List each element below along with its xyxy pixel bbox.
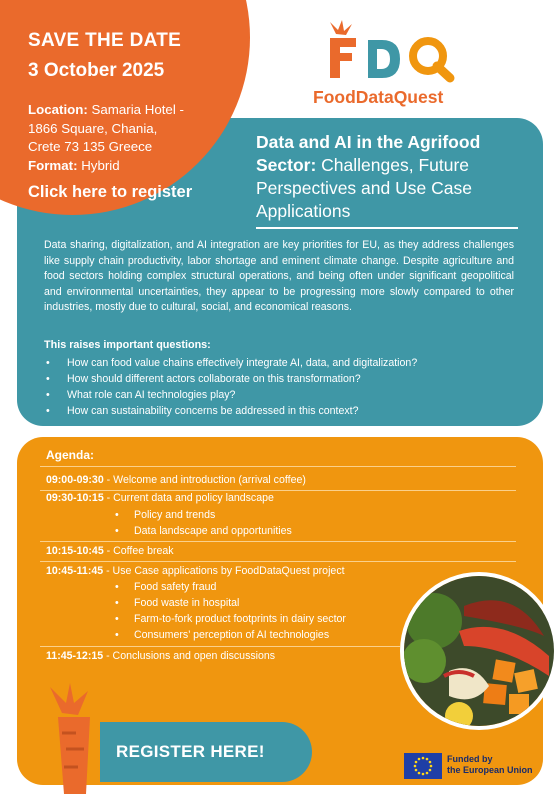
food-photo-icon	[404, 576, 554, 726]
food-photo	[400, 572, 558, 730]
title-bold: Data and AI in the Agrifood Sector:	[256, 132, 481, 175]
questions-list	[44, 355, 514, 419]
agenda-subitem-text: Food safety fraud	[134, 581, 217, 593]
agenda-subitem	[115, 581, 216, 593]
agenda-subitem	[115, 613, 346, 625]
eu-line2: the European Union	[447, 765, 533, 775]
logo-text: FoodDataQuest	[313, 87, 444, 107]
intro-paragraph: Data sharing, digitalization, and AI integration are key priorities for EU, as they address challenges like supply chain productivity, labor shortage and eminent climate change. Despite agriculture and food sectors holding complex structural operations, and being often under significant geopolitical and environmental uncertainties, they appear to be progressing more slowly compared to other industries, mostly due to cultural, social, and economical reasons.	[44, 239, 514, 314]
agenda-item	[46, 565, 345, 577]
agenda-subitem	[115, 629, 329, 641]
agenda-text: - Conclusions and open discussions	[103, 650, 276, 662]
agenda-text: - Coffee break	[103, 545, 174, 557]
event-date: 3 October 2025	[28, 60, 165, 81]
agenda-subitem	[115, 509, 215, 521]
agenda-subitem-text: Food waste in hospital	[134, 597, 240, 609]
title-rest: Challenges, Future Perspectives and Use Case Applications	[256, 155, 472, 221]
logo-mark-icon	[322, 20, 462, 88]
agenda-time: 09:00-09:30	[46, 474, 104, 486]
agenda-subitem	[115, 597, 239, 609]
eu-funding-text	[447, 754, 533, 776]
agenda-divider	[40, 561, 516, 562]
event-title	[256, 131, 531, 223]
agenda-text: - Current data and policy landscape	[103, 492, 274, 504]
agenda-divider	[40, 541, 516, 542]
location-line1: Samaria Hotel -	[87, 102, 184, 117]
agenda-item	[46, 474, 306, 486]
format-label: Format:	[28, 157, 78, 173]
register-button[interactable]	[100, 722, 312, 782]
question-item: • How should different actors collaborate on this transformation?	[44, 371, 514, 387]
title-underline	[256, 227, 518, 229]
location-line2: 1866 Square, Chania,	[28, 120, 158, 136]
format-value: Hybrid	[77, 157, 120, 173]
agenda-text: - Welcome and introduction (arrival coffee)	[103, 474, 306, 486]
agenda-subitem	[115, 525, 292, 537]
register-button-label: REGISTER HERE!	[116, 742, 265, 761]
question-item: • How can food value chains effectively integrate AI, data, and digitalization?	[44, 355, 514, 371]
agenda-subitem-text: Data landscape and opportunities	[134, 525, 292, 537]
eu-line1: Funded by	[447, 754, 493, 764]
question-item: • What role can AI technologies play?	[44, 387, 514, 403]
agenda-divider	[40, 646, 400, 647]
location-line3: Crete 73 135 Greece	[28, 139, 153, 154]
agenda-item	[46, 650, 275, 662]
agenda-time: 10:15-10:45	[46, 545, 104, 557]
agenda-subitem-text: Policy and trends	[134, 509, 216, 521]
agenda-item	[46, 545, 174, 557]
register-link[interactable]: Click here to register	[28, 183, 193, 201]
eu-flag-icon	[404, 753, 442, 779]
questions-heading: This raises important questions:	[44, 339, 211, 351]
agenda-time: 10:45-11:45	[46, 565, 104, 577]
event-details	[28, 101, 228, 175]
agenda-text: - Use Case applications by FoodDataQuest project	[103, 565, 345, 577]
agenda-subitem-text: Farm-to-fork product footprints in dairy sector	[134, 613, 346, 625]
agenda-item	[46, 492, 274, 504]
question-item: • How can sustainability concerns be addressed in this context?	[44, 403, 514, 419]
agenda-subitem-text: Consumers’ perception of AI technologies	[134, 629, 330, 641]
location-label: Location:	[28, 102, 88, 117]
agenda-divider	[40, 490, 516, 491]
agenda-time: 11:45-12:15	[46, 650, 104, 662]
agenda-divider	[40, 466, 516, 467]
agenda-time: 09:30-10:15	[46, 492, 104, 504]
save-the-date-heading: SAVE THE DATE	[28, 30, 182, 51]
agenda-heading: Agenda:	[46, 448, 94, 462]
